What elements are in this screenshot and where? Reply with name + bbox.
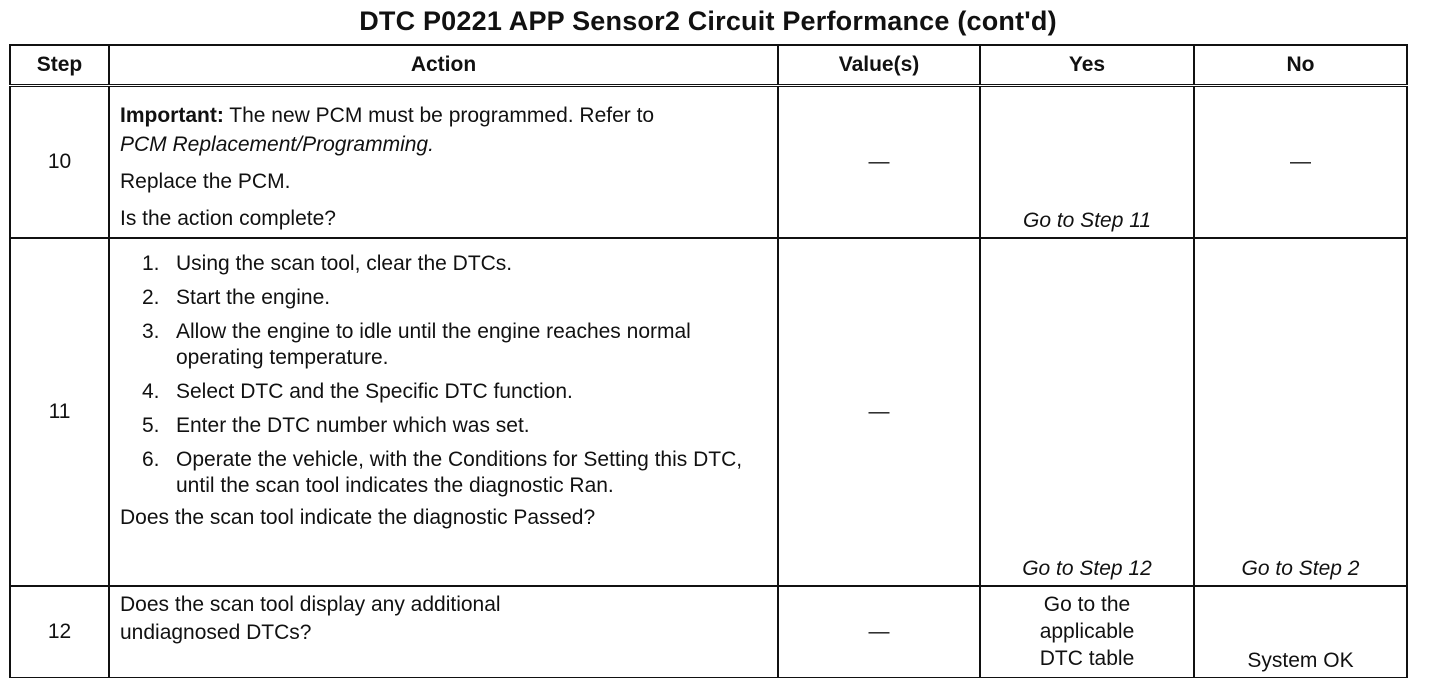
- question-line-1: Does the scan tool display any additional: [120, 593, 501, 616]
- value-cell: [778, 238, 980, 586]
- action-cell: [109, 586, 778, 678]
- question-text: Does the scan tool indicate the diagnostic Passed?: [120, 506, 596, 529]
- no-cell: [1194, 586, 1407, 678]
- table-header-row: [10, 45, 1407, 86]
- action-cell: [109, 238, 778, 586]
- yes-cell: [980, 238, 1194, 586]
- table-row: [10, 86, 1407, 239]
- table-row: [10, 586, 1407, 678]
- yes-line-3: DTC table: [1039, 647, 1135, 670]
- list-item: 6. Operate the vehicle, with the Conditions for Setting this DTC, until the scan tool indicates the diagnostic Ran.: [142, 448, 743, 497]
- important-label: Important:: [120, 104, 224, 127]
- no-action: System OK: [1247, 649, 1354, 672]
- question-line-2: undiagnosed DTCs?: [120, 621, 312, 644]
- no-dash: —: [1290, 150, 1311, 173]
- list-item: 3. Allow the engine to idle until the engine reaches normal operating temperature.: [142, 320, 691, 369]
- value-cell: [778, 86, 980, 239]
- list-item: 4. Select DTC and the Specific DTC function.: [142, 380, 573, 403]
- important-text: The new PCM must be programmed. Refer to: [223, 104, 655, 127]
- yes-cell: [980, 86, 1194, 239]
- list-item: 1. Using the scan tool, clear the DTCs.: [142, 252, 513, 275]
- header-yes: Yes: [980, 45, 1194, 86]
- header-action: Action: [109, 45, 778, 86]
- step-number: 11: [10, 238, 109, 586]
- page-title: DTC P0221 APP Sensor2 Circuit Performance (cont'd): [359, 6, 1057, 36]
- yes-action: Go to Step 11: [1022, 209, 1152, 232]
- value-dash: —: [868, 150, 890, 173]
- yes-action: Go to Step 12: [1022, 557, 1152, 580]
- diagnostic-table: [9, 44, 1408, 678]
- value-dash: —: [868, 620, 890, 643]
- yes-line-1: Go to the: [1043, 593, 1131, 616]
- header-values: Value(s): [778, 45, 980, 86]
- value-dash: —: [868, 400, 890, 423]
- step-number: 10: [10, 86, 109, 239]
- no-cell: [1194, 86, 1407, 239]
- yes-cell: [980, 586, 1194, 678]
- table-row: [10, 238, 1407, 586]
- no-action: Go to Step 2: [1241, 557, 1360, 580]
- instruction-text: Replace the PCM.: [120, 170, 291, 193]
- header-no: No: [1194, 45, 1407, 86]
- action-cell: [109, 86, 778, 239]
- list-item: 5. Enter the DTC number which was set.: [142, 414, 530, 437]
- value-cell: [778, 586, 980, 678]
- no-cell: [1194, 238, 1407, 586]
- step-number: 12: [10, 586, 109, 678]
- procedure-list: [120, 251, 767, 499]
- header-step: Step: [10, 45, 109, 86]
- reference-link: PCM Replacement/Programming.: [120, 133, 434, 156]
- question-text: Is the action complete?: [120, 207, 336, 230]
- yes-line-2: applicable: [1039, 620, 1135, 643]
- list-item: 2. Start the engine.: [142, 286, 331, 309]
